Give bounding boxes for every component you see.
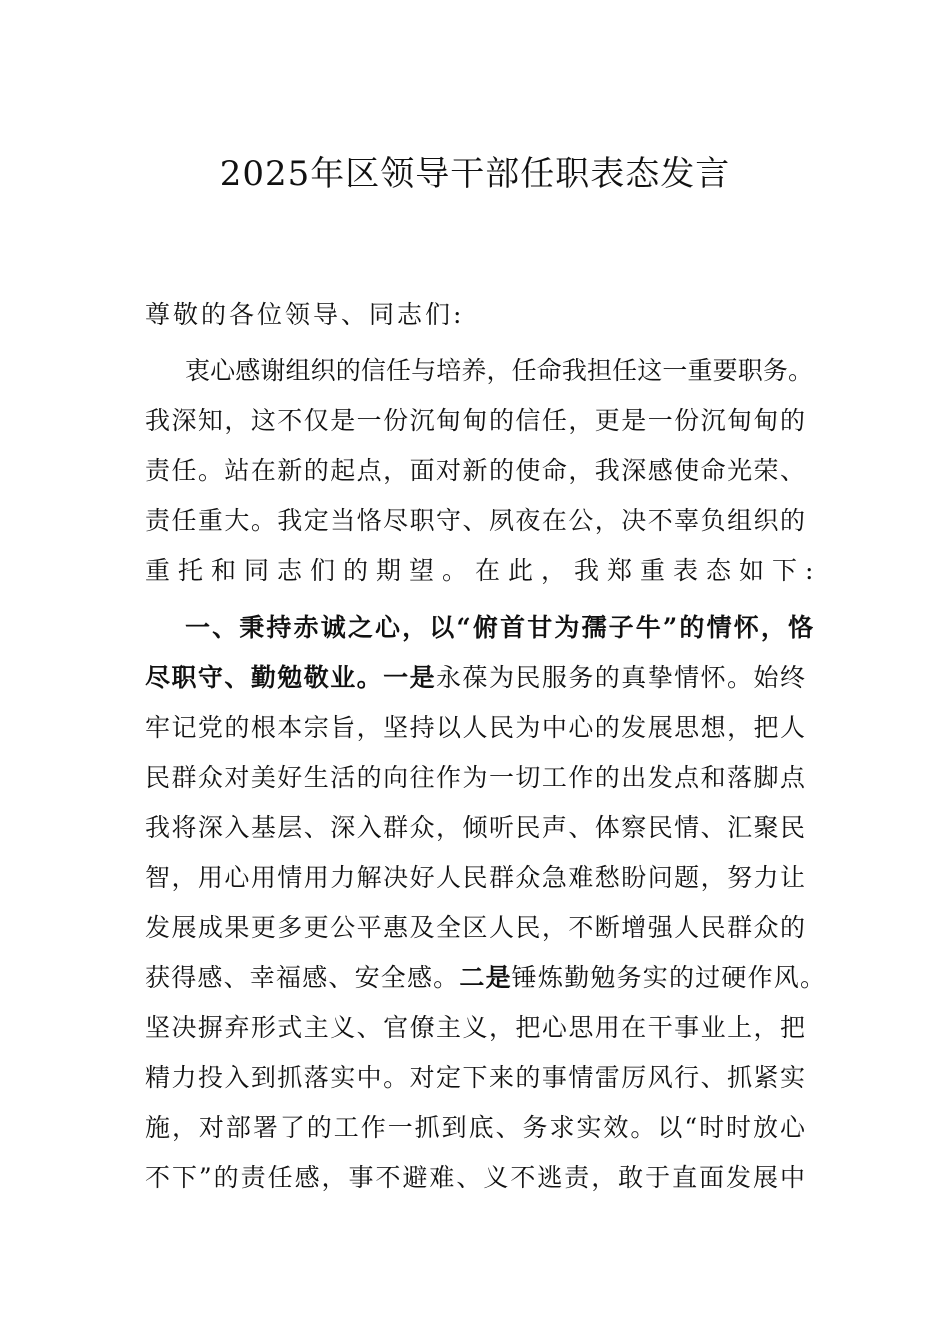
paragraph-line: 发展成果更多更公平惠及全区人民，不断增强人民群众的 — [145, 913, 805, 942]
paragraph-line: 重托和同志们的期望。在此，我郑重表态如下: — [145, 556, 822, 585]
paragraph-line: 我将深入基层、深入群众，倾听民声、体察民情、汇聚民 — [145, 813, 805, 842]
section-heading: 一、秉持赤诚之心，以“俯首甘为孺子牛”的情怀，恪 — [185, 613, 813, 642]
paragraph-line: 获得感、幸福感、安全感。二是锤炼勤勉务实的过硬作风。 — [145, 963, 825, 992]
paragraph-line: 施，对部署了的工作一抓到底、务求实效。以“时时放心 — [145, 1113, 805, 1142]
paragraph-line: 责任。站在新的起点，面对新的使命，我深感使命光荣、 — [145, 456, 805, 485]
paragraph-line: 衷心感谢组织的信任与培养，任命我担任这一重要职务。 — [185, 356, 813, 385]
document-title: 2025年区领导干部任职表态发言 — [219, 154, 731, 194]
paragraph-line: 责任重大。我定当恪尽职守、夙夜在公，决不辜负组织的 — [145, 506, 805, 535]
paragraph-line: 精力投入到抓落实中。对定下来的事情雷厉风行、抓紧实 — [145, 1063, 805, 1092]
bold-lead: 尽职守、勤勉敬业。一是 — [145, 663, 437, 692]
paragraph-line: 我深知，这不仅是一份沉甸甸的信任，更是一份沉甸甸的 — [145, 406, 805, 435]
bold-lead: 二是 — [459, 963, 512, 992]
paragraph-line: 不下”的责任感，事不避难、义不逃责，敢于直面发展中 — [145, 1163, 805, 1192]
paragraph-line: 尽职守、勤勉敬业。一是永葆为民服务的真挚情怀。始终 — [145, 663, 805, 692]
paragraph-line: 坚决摒弃形式主义、官僚主义，把心思用在干事业上，把 — [145, 1013, 805, 1042]
paragraph-line: 民群众对美好生活的向往作为一切工作的出发点和落脚点 — [145, 763, 805, 792]
paragraph-line: 牢记党的根本宗旨，坚持以人民为中心的发展思想，把人 — [145, 713, 805, 742]
paragraph-line: 智，用心用情用力解决好人民群众急难愁盼问题，努力让 — [145, 863, 805, 892]
salutation: 尊敬的各位领导、同志们: — [145, 300, 465, 329]
